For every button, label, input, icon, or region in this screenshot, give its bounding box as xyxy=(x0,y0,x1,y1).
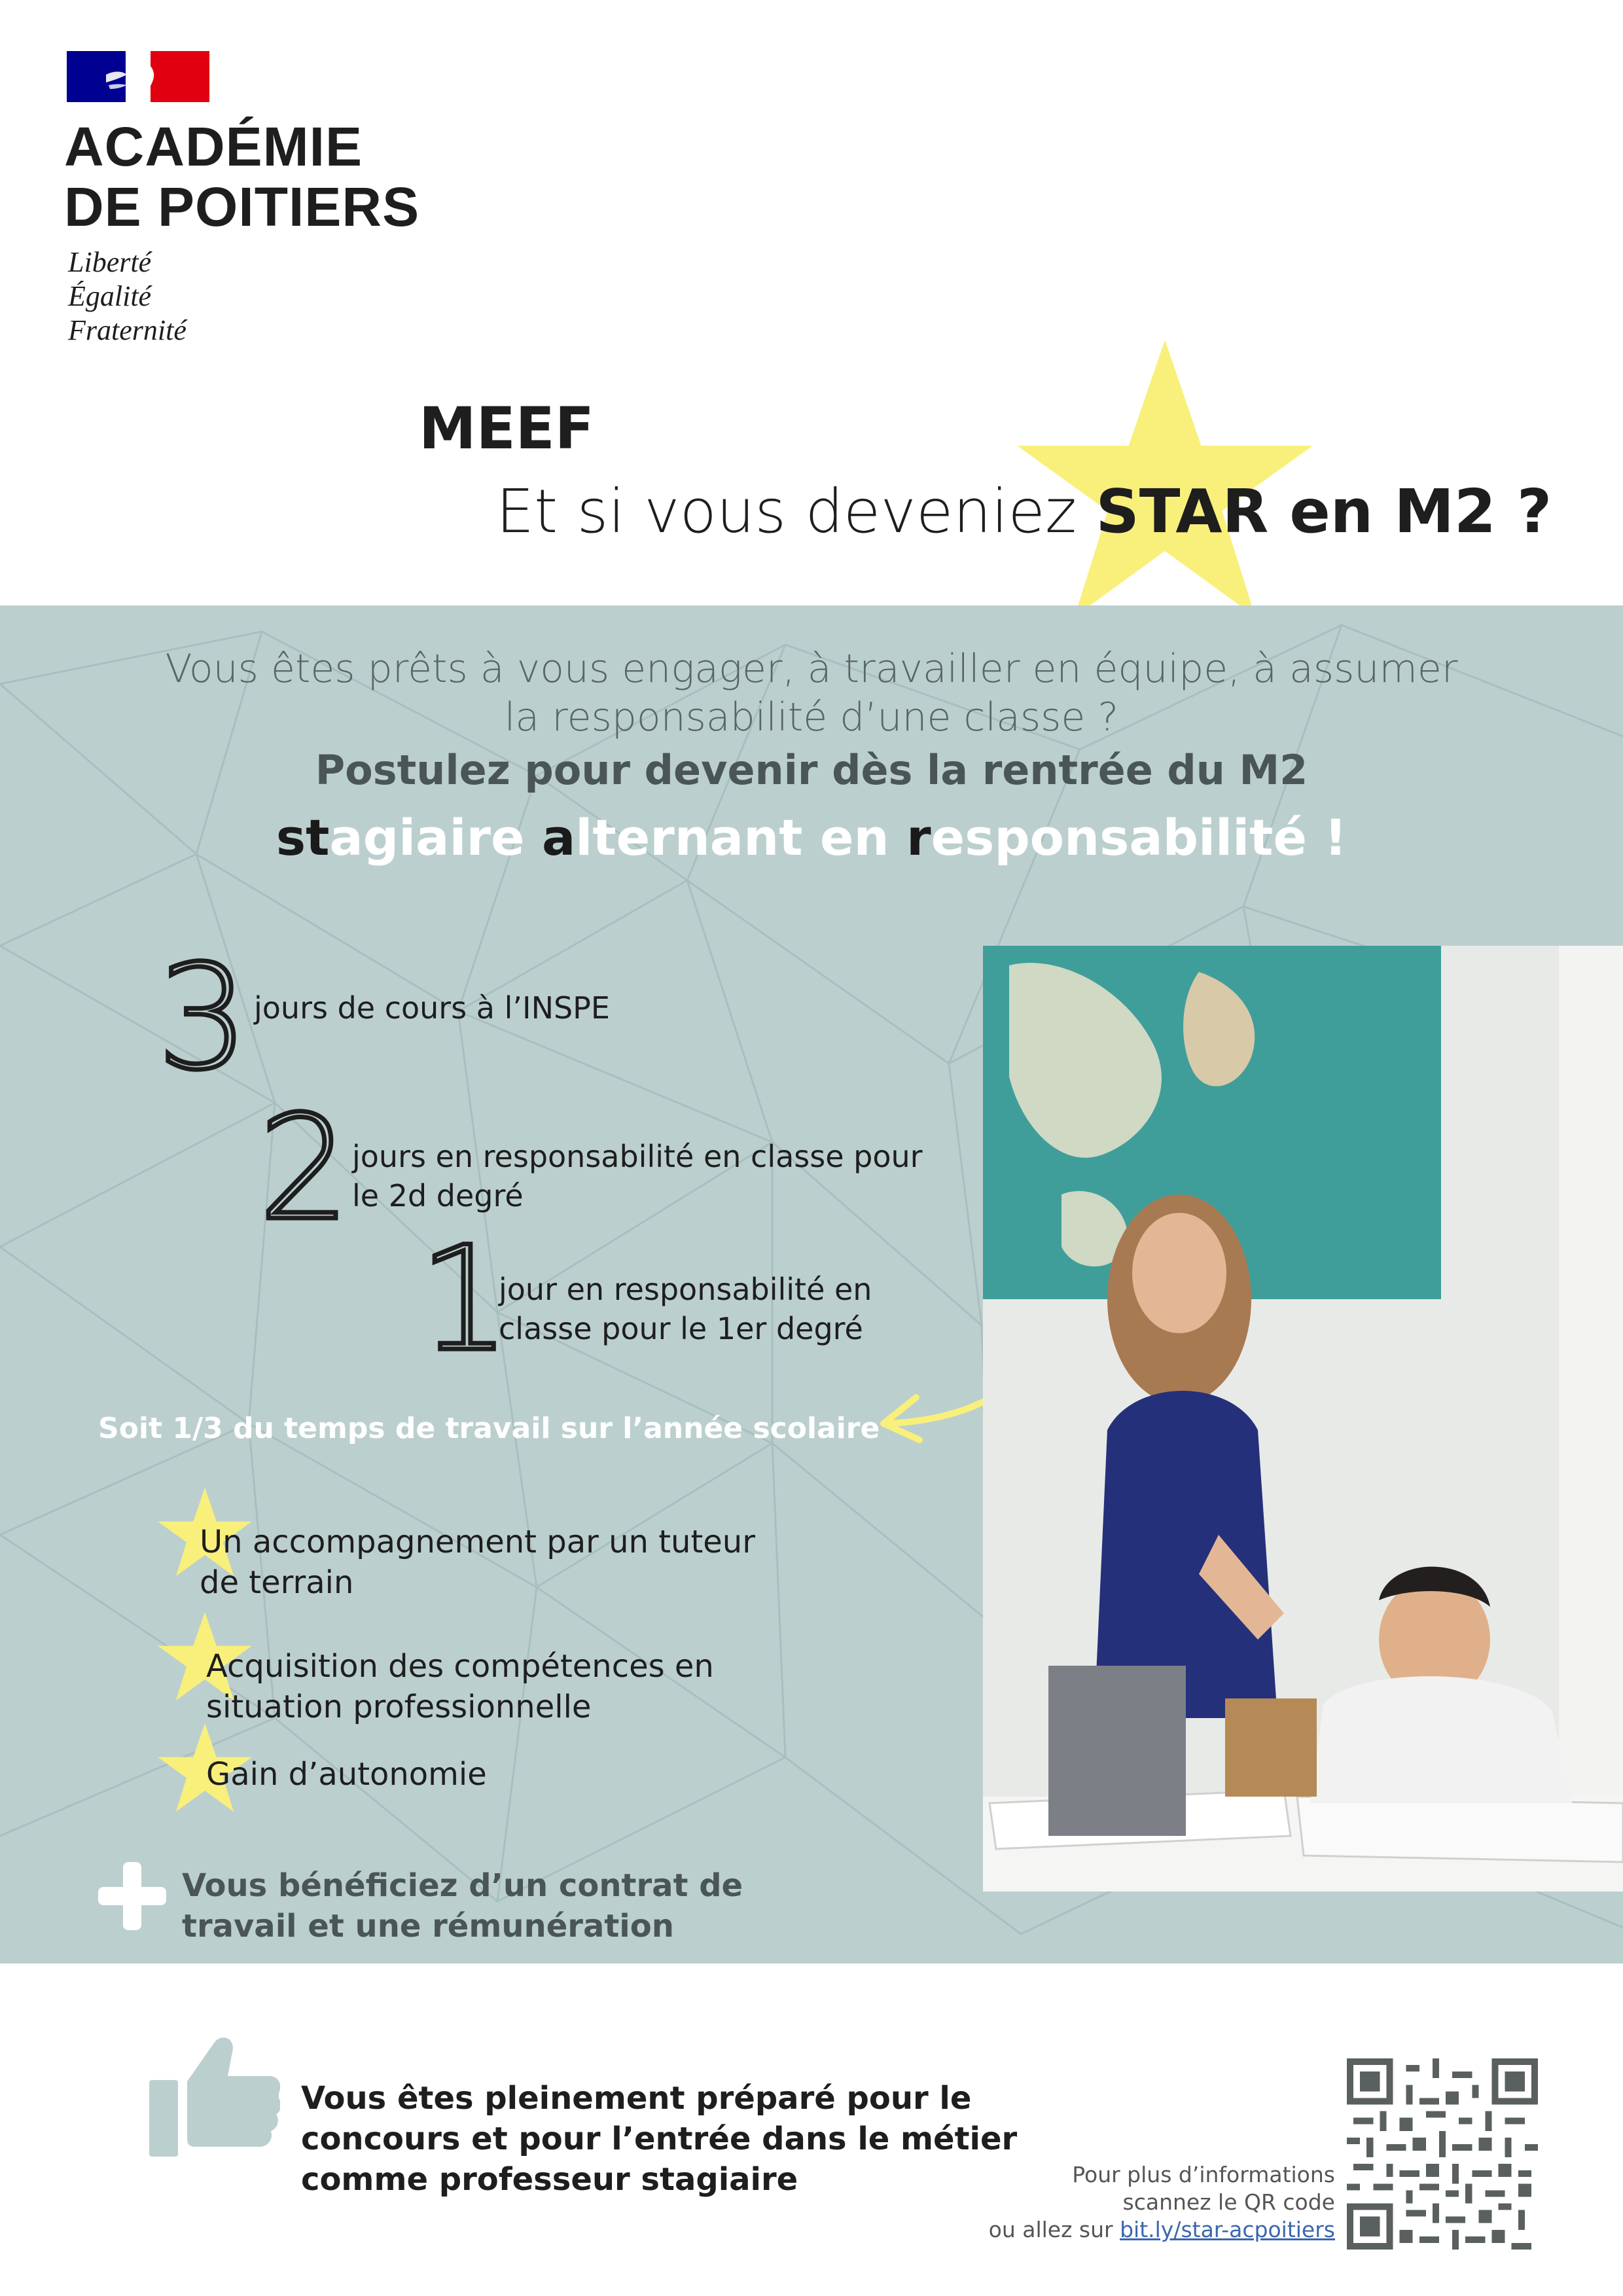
motto-liberte: Liberté xyxy=(68,246,152,278)
benefit-line: Acquisition des compétences en xyxy=(206,1648,714,1685)
postulez-text: Postulez pour devenir dès la rentrée du M2 xyxy=(315,746,1308,794)
contract-text xyxy=(182,1865,743,1946)
motto-fraternite: Fraternité xyxy=(68,314,187,346)
day-text-line: le 2d degré xyxy=(352,1178,524,1213)
motto xyxy=(68,245,187,348)
benefit-autonomy xyxy=(206,1754,487,1795)
contract-line1: Vous bénéficiez d’un contrat de xyxy=(182,1867,743,1904)
org-name xyxy=(64,117,419,237)
day-number-1: 1 xyxy=(419,1215,510,1383)
acronym-part: agiaire xyxy=(329,808,542,867)
day-text-line: jours en responsabilité en classe pour xyxy=(352,1139,923,1174)
contract-line2: travail et une rémunération xyxy=(182,1908,674,1945)
org-line1: ACADÉMIE xyxy=(64,116,363,177)
plus-icon xyxy=(98,1862,166,1930)
intro-line1: Vous êtes prêts à vous engager, à travailler en équipe, à assumer xyxy=(165,646,1458,692)
benefit-line: Un accompagnement par un tuteur xyxy=(200,1524,755,1560)
acronym-part: a xyxy=(541,808,576,867)
star-acronym xyxy=(118,808,1505,867)
title-question-prefix: Et si vous deveniez xyxy=(496,476,1096,547)
title-question-bold: STAR en M2 ? xyxy=(1096,476,1552,547)
acronym-part: esponsabilité ! xyxy=(931,808,1347,867)
prep-line3: comme professeur stagiaire xyxy=(301,2161,798,2198)
acronym-part: st xyxy=(276,808,330,867)
org-line2: DE POITIERS xyxy=(64,176,420,238)
qr-code[interactable] xyxy=(1347,2058,1538,2250)
day-text-line: jour en responsabilité en xyxy=(499,1272,872,1307)
main-band xyxy=(0,605,1623,1964)
title-question xyxy=(496,478,1552,546)
intro-text xyxy=(118,645,1505,742)
prep-line2: concours et pour l’entrée dans le métier xyxy=(301,2121,1018,2157)
info-link[interactable]: bit.ly/star-acpoitiers xyxy=(1120,2217,1335,2242)
benefit-line: Gain d’autonomie xyxy=(206,1756,487,1793)
benefit-line: de terrain xyxy=(200,1564,354,1601)
thumbs-up-icon xyxy=(149,2029,280,2157)
classroom-photo xyxy=(983,946,1623,1892)
acronym-part: lternant en xyxy=(575,808,907,867)
benefit-skills xyxy=(206,1646,714,1727)
info-line3 xyxy=(851,2216,1335,2244)
benefit-line: situation professionnelle xyxy=(206,1689,592,1725)
info-line1: Pour plus d’informations xyxy=(1072,2162,1335,2187)
benefit-tutor xyxy=(200,1522,755,1603)
intro-line2: la responsabilité d’une classe ? xyxy=(504,694,1119,740)
day-number-3: 3 xyxy=(157,934,249,1102)
motto-egalite: Égalité xyxy=(68,280,152,312)
info-text xyxy=(851,2161,1335,2244)
marianne-logo xyxy=(67,51,209,102)
day-text-3 xyxy=(254,988,610,1028)
title-meef: MEEF xyxy=(419,395,594,462)
day-text-line: classe pour le 1er degré xyxy=(499,1311,863,1346)
info-prefix: ou allez sur xyxy=(988,2217,1120,2242)
day-number-2: 2 xyxy=(259,1085,350,1252)
acronym-part: r xyxy=(906,808,931,867)
day-text-1 xyxy=(499,1270,872,1348)
soit-text: Soit 1/3 du temps de travail sur l’année scolaire xyxy=(98,1412,880,1445)
day-text-2 xyxy=(352,1137,923,1215)
info-line2: scannez le QR code xyxy=(1122,2189,1335,2215)
day-text-line: jours de cours à l’INSPE xyxy=(254,990,610,1026)
prep-line1: Vous êtes pleinement préparé pour le xyxy=(301,2080,972,2117)
